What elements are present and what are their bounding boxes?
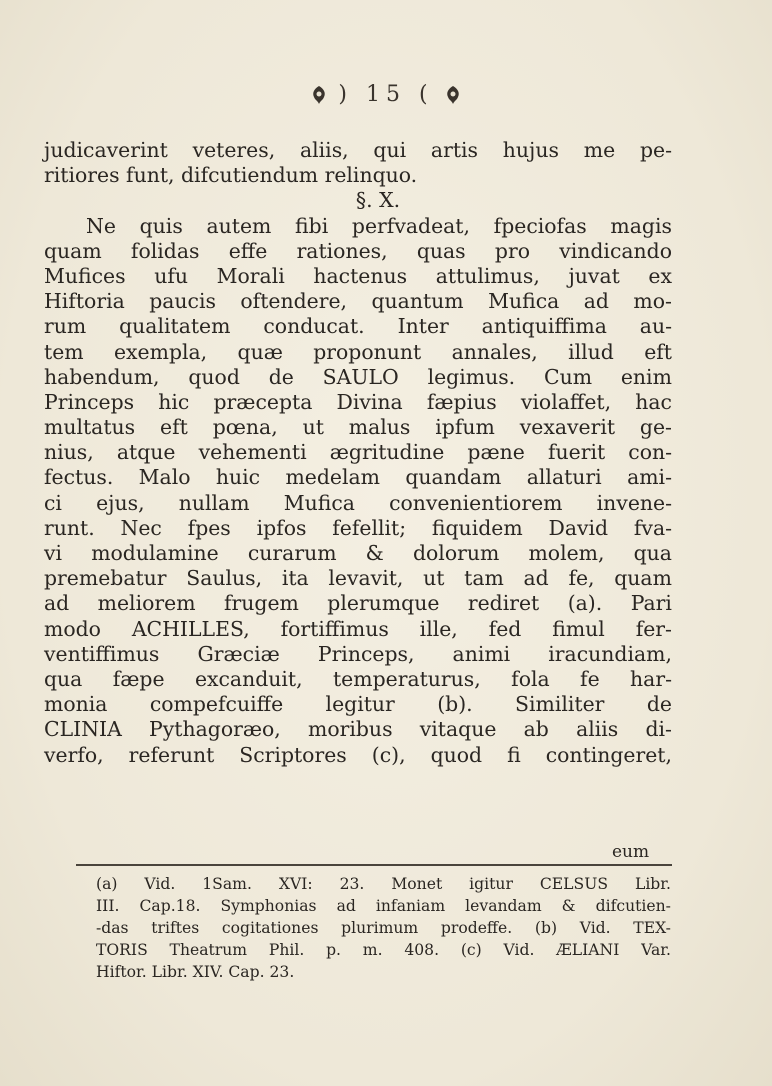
text-line: multatus eft pœna, ut malus ipfum vexaverit ge-	[44, 415, 672, 440]
page-number-header: ) 15 (	[338, 82, 434, 107]
text-line: habendum, quod de SAULO legimus. Cum enim	[44, 364, 672, 389]
text-line: monia compefcuiffe legitur (b). Similiter de	[44, 692, 672, 717]
text-line: verfo, referunt Scriptores (c), quod fi contingeret,	[44, 742, 672, 767]
text-line: judicaverint veteres, aliis, qui artis hujus me pe-	[44, 138, 672, 162]
text-line: modo ACHILLES, fortiffimus ille, fed fimul fer-	[44, 616, 672, 641]
text-line: fectus. Malo huic medelam quandam allaturi ami-	[44, 465, 672, 490]
main-text	[44, 138, 672, 768]
text-line: ad meliorem frugem plerumque rediret (a). Pari	[44, 591, 672, 616]
text-line: rum qualitatem conducat. Inter antiquiffima au-	[44, 314, 672, 339]
text-line: ritiores funt, difcutiendum relinquo.	[44, 163, 418, 188]
catchword: eum	[612, 842, 650, 862]
footnote-line: (a) Vid. 1Sam. XVI: 23. Monet igitur CELSUS Libr.	[96, 875, 671, 893]
section-heading: §. X.	[355, 188, 401, 213]
text-line: Hiftoria paucis oftendere, quantum Mufica ad mo-	[44, 289, 672, 314]
footnote-divider	[76, 864, 672, 866]
text-line: Princeps hic præcepta Divina fæpius violaffet, hac	[44, 389, 672, 414]
flower-ornament-icon	[444, 85, 462, 105]
text-line: Mufices ufu Morali hactenus attulimus, juvat ex	[44, 263, 672, 288]
text-line: premebatur Saulus, ita levavit, ut tam ad fe, quam	[44, 566, 672, 591]
footnote-line: III. Cap.18. Symphonias ad infaniam levandam & difcutien-	[96, 897, 671, 915]
text-line: tem exempla, quæ proponunt annales, illud eft	[44, 339, 672, 364]
text-line: CLINIA Pythagoræo, moribus vitaque ab aliis di-	[44, 717, 672, 742]
page-header	[0, 82, 772, 107]
footnote-line: -das triftes cogitationes plurimum prodeffe. (b) Vid. TEX-	[96, 919, 671, 937]
text-line: vi modulamine curarum & dolorum molem, qua	[44, 541, 672, 565]
footnotes	[96, 873, 671, 983]
flower-ornament-icon	[310, 85, 328, 105]
text-line: quam folidas effe rationes, quas pro vindicando	[44, 238, 672, 263]
text-line: runt. Nec fpes ipfos fefellit; fiquidem David fva-	[44, 515, 672, 540]
text-line: qua fæpe excanduit, temperaturus, fola fe har-	[44, 666, 672, 691]
text-line: Ne quis autem fibi perfvadeat, fpeciofas magis	[86, 213, 672, 238]
footnote-line: Hiftor. Libr. XIV. Cap. 23.	[96, 963, 295, 981]
footnote-line: TORIS Theatrum Phil. p. m. 408. (c) Vid. ÆLIANI Var.	[96, 941, 671, 959]
text-line: ci ejus, nullam Mufica convenientiorem invene-	[44, 490, 672, 515]
text-line: nius, atque vehementi ægritudine pæne fuerit con-	[44, 440, 672, 465]
text-line: ventiffimus Græciæ Princeps, animi iracundiam,	[44, 641, 672, 666]
